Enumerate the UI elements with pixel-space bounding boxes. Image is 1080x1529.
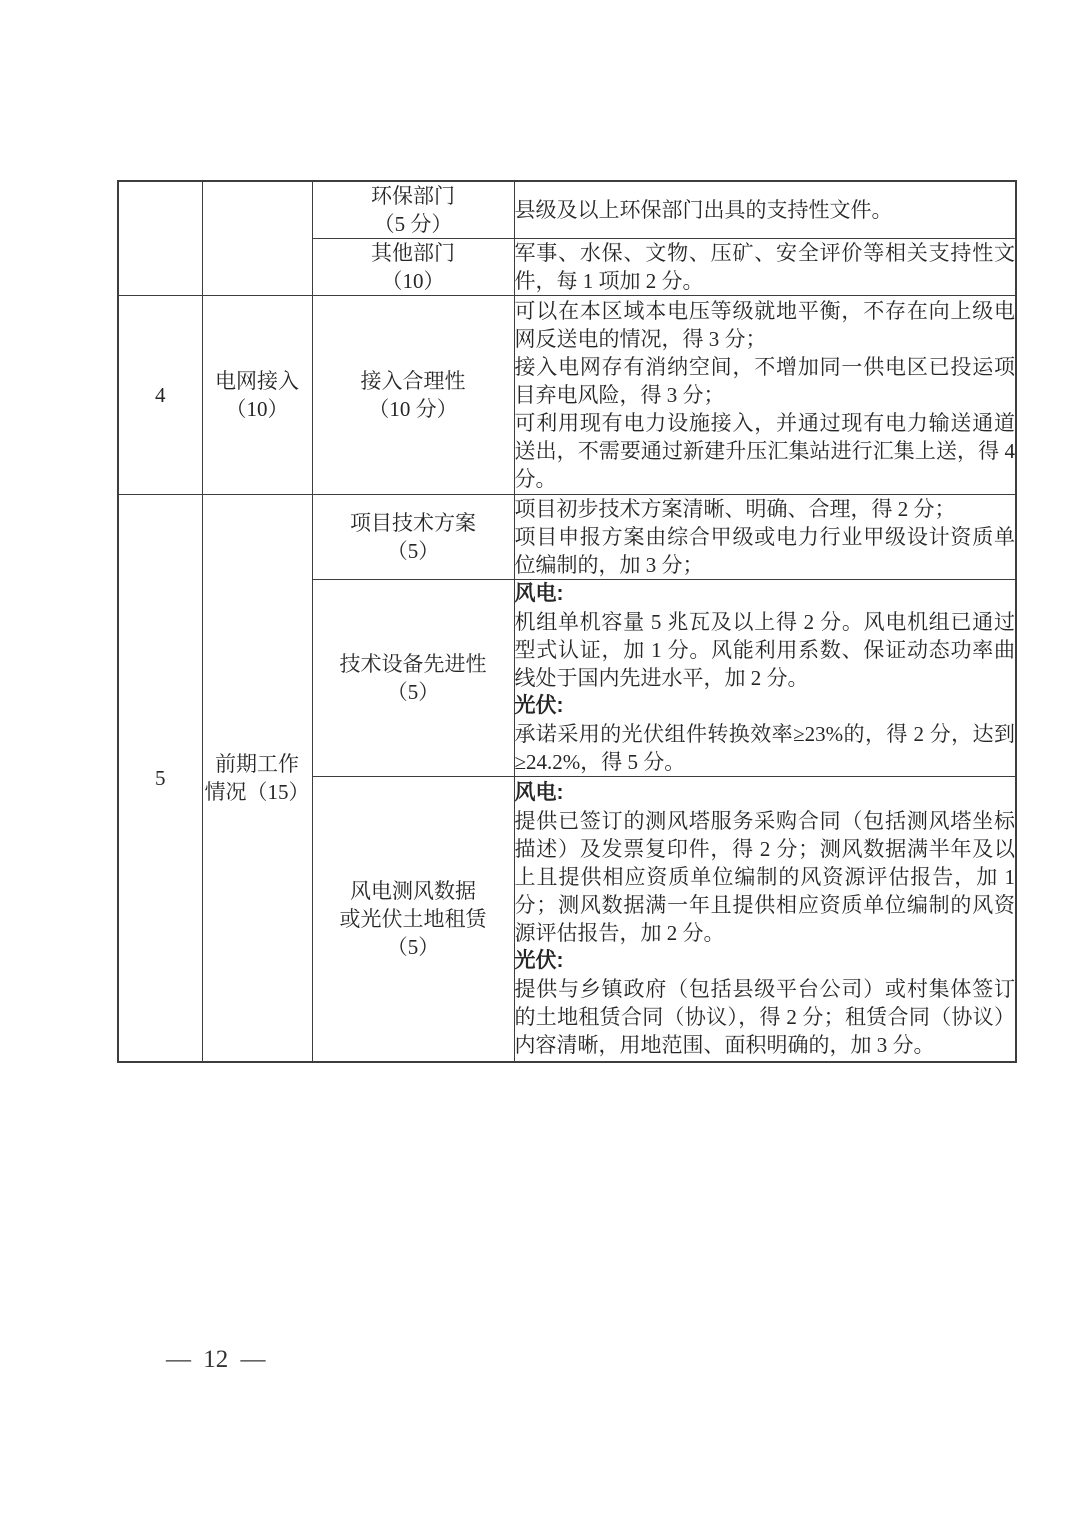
category-score: （10） (225, 397, 289, 421)
subitem-label: 接入合理性 (360, 369, 466, 393)
subitem-cell-env (312, 181, 514, 239)
subitem-score: （10） (381, 269, 445, 293)
wind-label: 风电: (514, 780, 564, 804)
subitem-label: 环保部门 (371, 184, 455, 208)
criterion-text: 承诺采用的光伏组件转换效率≥23%的，得 2 分，达到≥24.2%，得 5 分。 (514, 722, 1015, 774)
criterion-text: 机组单机容量 5 兆瓦及以上得 2 分。风电机组已通过型式认证，加 1 分。风能利用系数、保证动态功率曲线处于国内先进水平，加 2 分。 (514, 610, 1015, 690)
solar-label: 光伏: (514, 948, 564, 972)
criteria-cell-grid-access (514, 296, 1016, 495)
criterion-text: 提供与乡镇政府（包括县级平台公司）或村集体签订的土地租赁合同（协议），得 2 分；租赁合同（协议）内容清晰，用地范围、面积明确的，加 3 分。 (514, 976, 1015, 1057)
criteria-cell-wind-data (514, 777, 1016, 1062)
subitem-label: 其他部门 (371, 241, 455, 265)
category-cell-preliminary-work (202, 495, 312, 1062)
category-score: 情况（15） (204, 779, 310, 804)
subitem-label: 项目技术方案 (350, 511, 476, 535)
page-number: — 12 — (166, 1346, 266, 1373)
subitem-cell-other (312, 239, 514, 296)
row-number-cell (118, 495, 202, 1062)
subitem-cell-access-rationality (312, 296, 514, 495)
row-number: 4 (155, 383, 166, 407)
subitem-score: （5） (386, 934, 440, 959)
criterion-text: 可以在本区域本电压等级就地平衡，不存在向上级电网反送电的情况，得 3 分； (514, 299, 1015, 351)
subitem-score: （10 分） (368, 397, 458, 421)
criteria-cell-other (514, 239, 1016, 296)
empty-number-cell (118, 181, 202, 296)
criterion-text: 接入电网存有消纳空间，不增加同一供电区已投运项目弃电风险，得 3 分； (514, 355, 1015, 407)
criterion-text: 项目申报方案由综合甲级或电力行业甲级设计资质单位编制的，加 3 分； (514, 525, 1015, 577)
subitem-score: （5） (386, 539, 440, 563)
subitem-score: （5） (386, 680, 440, 704)
criterion-text: 提供已签订的测风塔服务采购合同（包括测风塔坐标描述）及发票复印件，得 2 分；测风数据满半年及以上且提供相应资质单位编制的风资源评估报告，加 1 分；测风数据满一年且提供相应资质单位编制的风资源评估报告，加 2 分。 (514, 808, 1015, 945)
criteria-cell-equipment (514, 580, 1016, 777)
subitem-label: 或光伏土地租赁 (339, 906, 487, 931)
solar-label: 光伏: (514, 694, 564, 717)
criterion-text: 可利用现有电力设施接入，并通过现有电力输送通道送出，不需要通过新建升压汇集站进行汇集上送，得 4 分。 (514, 411, 1015, 491)
category-cell-grid-access (202, 296, 312, 495)
criterion-text: 县级及以上环保部门出具的支持性文件。 (514, 198, 893, 222)
subitem-score: （5 分） (373, 212, 453, 236)
subitem-label: 技术设备先进性 (339, 652, 487, 676)
category-label: 前期工作 (215, 751, 299, 776)
wind-label: 风电: (514, 582, 564, 605)
subitem-cell-equipment (312, 580, 514, 777)
category-label: 电网接入 (215, 369, 299, 393)
table-row-grid-access (118, 296, 1016, 495)
subitem-label: 风电测风数据 (350, 878, 476, 903)
scoring-table (117, 180, 1017, 1063)
row-number: 5 (155, 765, 166, 790)
empty-category-cell (202, 181, 312, 296)
subitem-cell-wind-data (312, 777, 514, 1062)
criterion-text: 项目初步技术方案清晰、明确、合理，得 2 分； (514, 497, 956, 521)
table-row-env (118, 181, 1016, 239)
subitem-cell-tech-plan (312, 495, 514, 580)
table-row-tech-plan (118, 495, 1016, 580)
criteria-cell-env (514, 181, 1016, 239)
criteria-cell-tech-plan (514, 495, 1016, 580)
row-number-cell (118, 296, 202, 495)
criterion-text: 军事、水保、文物、压矿、安全评价等相关支持性文件，每 1 项加 2 分。 (514, 241, 1015, 293)
